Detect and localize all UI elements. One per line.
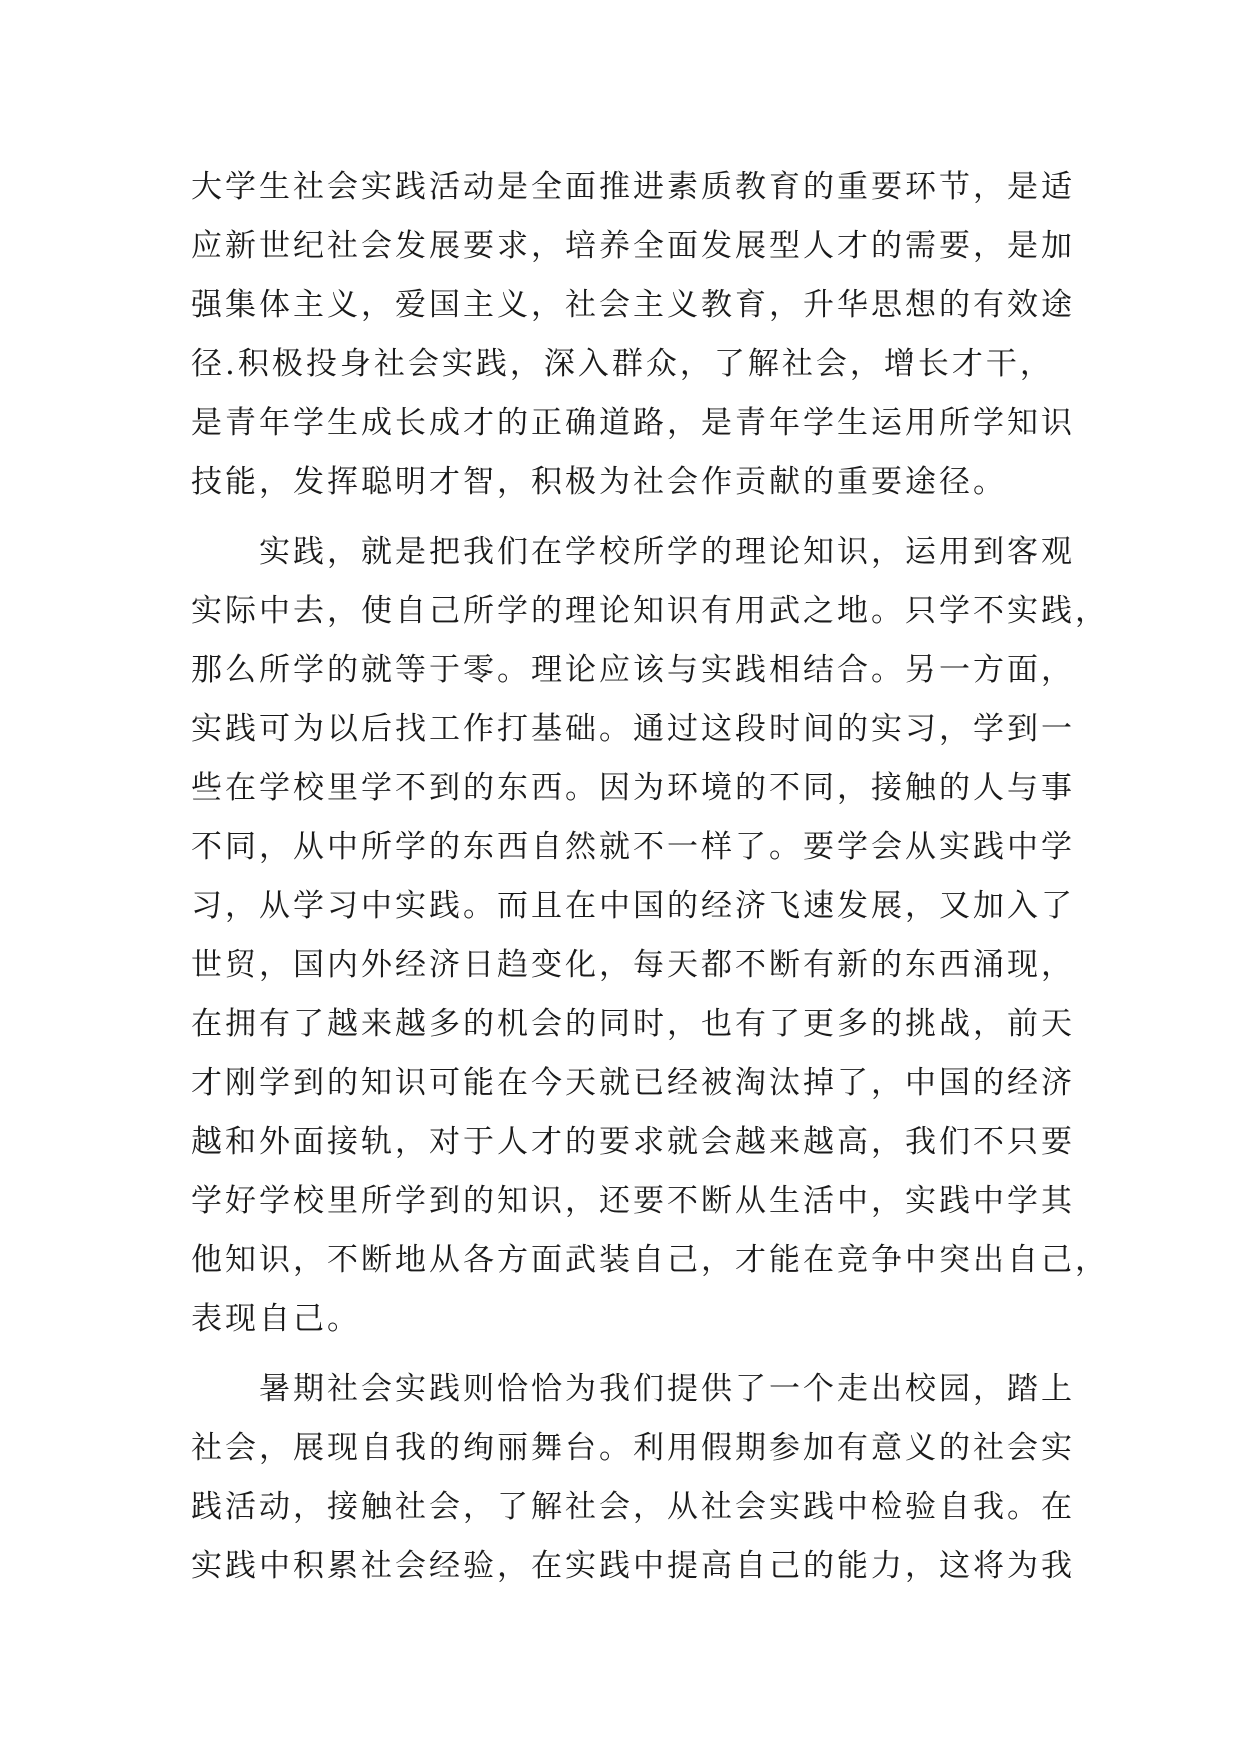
document-body — [191, 158, 1109, 1596]
text-line: 些在学校里学不到的东西。因为环境的不同，接触的人与事 — [191, 770, 1075, 806]
text-line: 那么所学的就等于零。理论应该与实践相结合。另一方面， — [191, 652, 1075, 688]
text-line: 径.积极投身社会实践，深入群众，了解社会，增长才干， — [191, 346, 1054, 382]
text-line: 表现自己。 — [191, 1301, 361, 1337]
text-line: 实际中去，使自己所学的理论知识有用武之地。只学不实践， — [191, 593, 1109, 629]
text-line: 才刚学到的知识可能在今天就已经被淘汰掉了，中国的经济 — [191, 1065, 1075, 1101]
text-line: 技能，发挥聪明才智，积极为社会作贡献的重要途径。 — [191, 464, 1007, 500]
text-line: 实践可为以后找工作打基础。通过这段时间的实习，学到一 — [191, 711, 1075, 747]
text-line: 大学生社会实践活动是全面推进素质教育的重要环节，是适 — [191, 169, 1075, 205]
text-line: 他知识，不断地从各方面武装自己，才能在竞争中突出自己， — [191, 1242, 1109, 1278]
text-line: 实践中积累社会经验，在实践中提高自己的能力，这将为我 — [191, 1548, 1075, 1584]
text-line: 习，从学习中实践。而且在中国的经济飞速发展，又加入了 — [191, 888, 1075, 924]
text-line: 在拥有了越来越多的机会的同时，也有了更多的挑战，前天 — [191, 1006, 1075, 1042]
text-line: 暑期社会实践则恰恰为我们提供了一个走出校园，踏上 — [259, 1371, 1075, 1407]
text-line: 世贸，国内外经济日趋变化，每天都不断有新的东西涌现， — [191, 947, 1075, 983]
text-line: 越和外面接轨，对于人才的要求就会越来越高，我们不只要 — [191, 1124, 1075, 1160]
text-line: 学好学校里所学到的知识，还要不断从生活中，实践中学其 — [191, 1183, 1075, 1219]
text-line: 应新世纪社会发展要求，培养全面发展型人才的需要，是加 — [191, 228, 1075, 264]
paragraph-spacing — [191, 1349, 1071, 1360]
text-line: 强集体主义，爱国主义，社会主义教育，升华思想的有效途 — [191, 287, 1075, 323]
text-line: 不同，从中所学的东西自然就不一样了。要学会从实践中学 — [191, 829, 1075, 865]
text-line: 社会，展现自我的绚丽舞台。利用假期参加有意义的社会实 — [191, 1430, 1075, 1466]
text-line: 是青年学生成长成才的正确道路，是青年学生运用所学知识 — [191, 405, 1075, 441]
paragraph-3 — [191, 1360, 1075, 1596]
paragraph-spacing — [191, 512, 1071, 523]
text-line: 实践，就是把我们在学校所学的理论知识，运用到客观 — [259, 534, 1075, 570]
paragraph-1 — [191, 158, 1075, 512]
text-line: 践活动，接触社会，了解社会，从社会实践中检验自我。在 — [191, 1489, 1075, 1525]
paragraph-2 — [191, 523, 1109, 1349]
